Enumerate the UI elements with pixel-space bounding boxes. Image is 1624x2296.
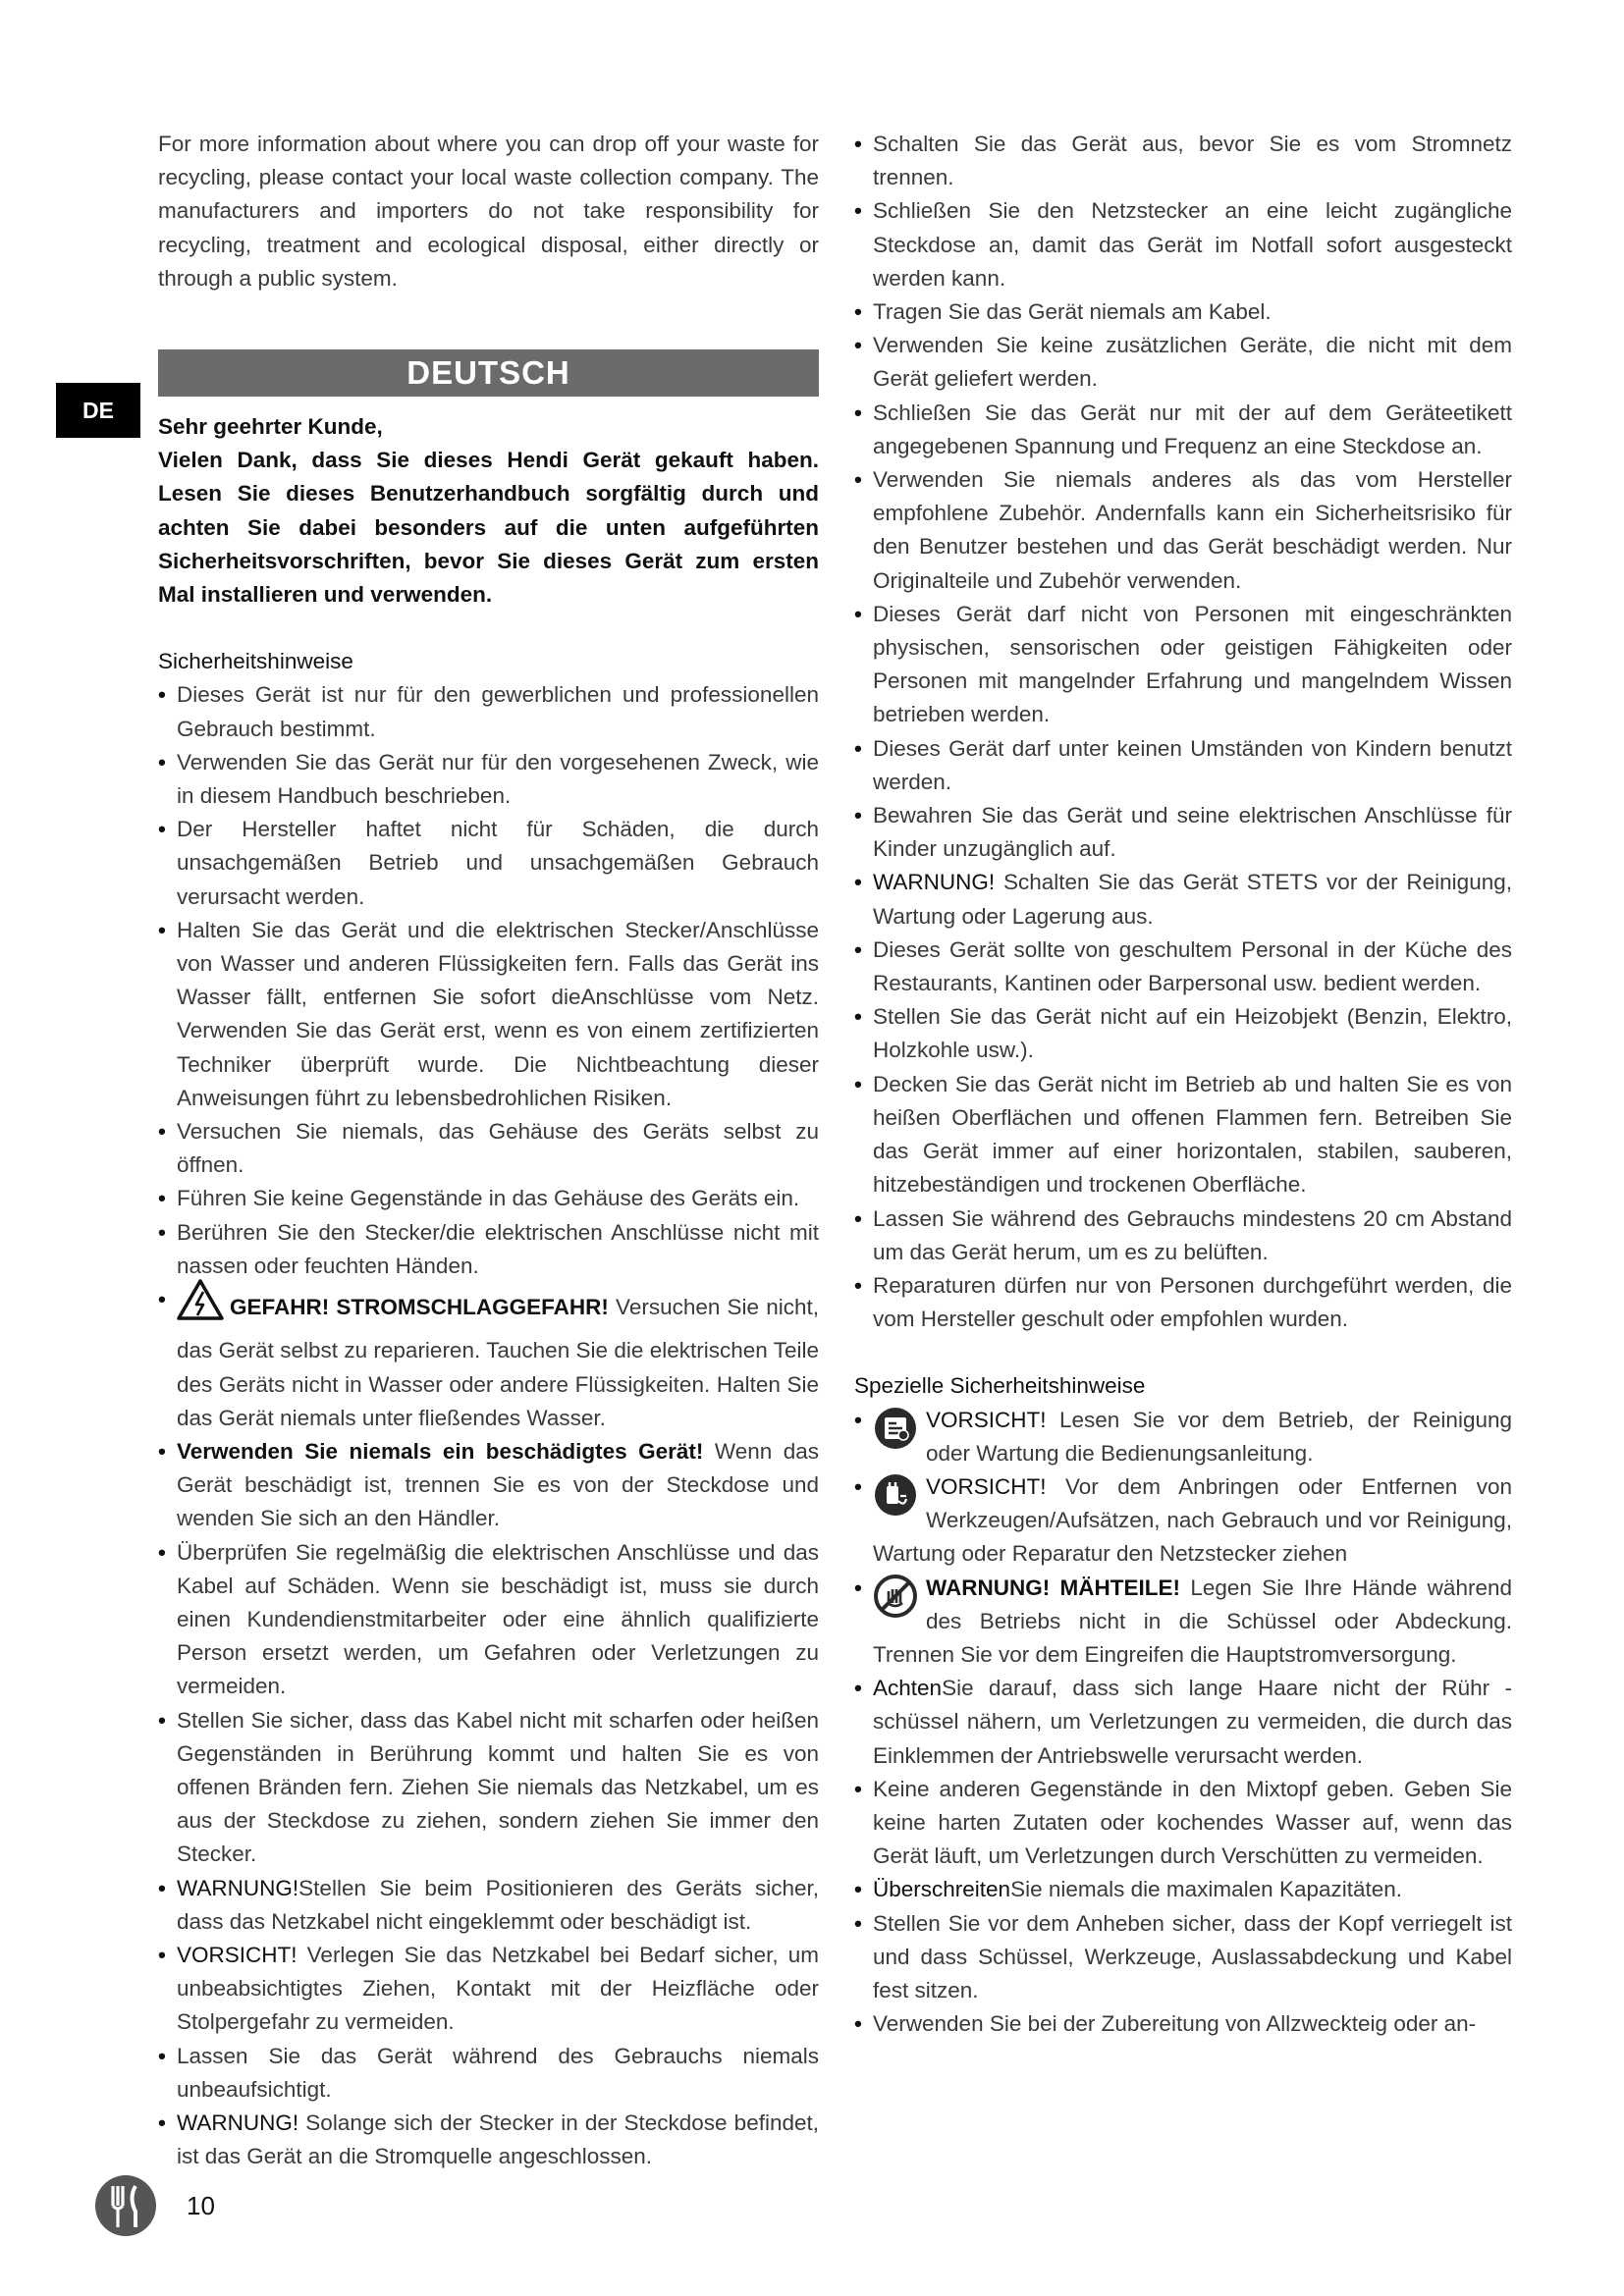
list-item: • Reparaturen dürfen nur von Personen durchgeführt werden, die vom Hersteller geschult oder empfohlen wurden.: [854, 1269, 1512, 1336]
list-item: • Versuchen Sie niemals, das Gehäuse des Geräts selbst zu öffnen.: [158, 1115, 819, 1182]
list-item: • Berühren Sie den Stecker/die elektrischen Anschlüsse nicht mit nassen oder feuchten Händen.: [158, 1216, 819, 1283]
list-item: • WARNUNG!Stellen Sie beim Positionieren des Geräts sicher, dass das Netzkabel nicht eingeklemmt oder beschädigt ist.: [158, 1872, 819, 1939]
list-item: • Schließen Sie den Netzstecker an eine leicht zugängliche Steckdose an, damit das Gerät im Notfall sofort ausgesteckt werden kann.: [854, 194, 1512, 295]
list-item: • Schalten Sie das Gerät aus, bevor Sie es vom Stromnetz trennen.: [854, 128, 1512, 194]
list-item: • ÜberschreitenSie niemals die maximalen Kapazitäten.: [854, 1873, 1512, 1906]
list-item: • Verwenden Sie das Gerät nur für den vorgesehenen Zweck, wie in diesem Handbuch beschrieben.: [158, 746, 819, 813]
safety-heading: Sicherheitshinweise: [158, 649, 353, 674]
no-hands-icon: [873, 1574, 918, 1629]
unplug-icon: [873, 1472, 918, 1527]
list-item: • Der Hersteller haftet nicht für Schäden, die durch unsachgemäßen Betrieb und unsachgemäßen Gebrauch verursacht werden.: [158, 813, 819, 914]
safety-list: [158, 678, 819, 2173]
section-title-banner: [158, 349, 819, 397]
thanks-paragraph: Vielen Dank, dass Sie dieses Hendi Gerät gekauft haben. Lesen Sie dieses Benutzerhandbuch sorgfältig durch und achten Sie dabei besonders auf die unten aufgeführten Sicherheitsvorschriften, bevor Sie dieses Gerät zum ersten Mal installieren und verwenden.: [158, 448, 819, 608]
list-item: • Keine anderen Gegenstände in den Mixtopf geben. Geben Sie keine harten Zutaten oder kochendes Wasser auf, wenn das Gerät läuft, um Verletzungen durch Verschütten zu vermeiden.: [854, 1773, 1512, 1874]
list-item: • Verwenden Sie niemals ein beschädigtes Gerät! Wenn das Gerät beschädigt ist, trennen Sie es von der Steckdose und wenden Sie sich an den Händler.: [158, 1435, 819, 1536]
section-title: DEUTSCH: [406, 354, 570, 392]
list-item: • Lassen Sie während des Gebrauchs mindestens 20 cm Abstand um das Gerät herum, um es zu belüften.: [854, 1202, 1512, 1269]
list-item: • Stellen Sie vor dem Anheben sicher, dass der Kopf verriegelt ist und dass Schüssel, Werkzeuge, Auslassabdeckung und Kabel fest sitzen.: [854, 1907, 1512, 2008]
language-tab-label: DE: [82, 397, 114, 423]
special-safety-heading: Spezielle Sicherheitshinweise: [854, 1373, 1146, 1399]
right-column: [854, 128, 1512, 2041]
list-item-electric-shock: • GEFAHR! STROMSCHLAGGEFAHR! Versuchen Sie nicht, das Gerät selbst zu reparieren. Tauchen Sie die elektrischen Teile des Geräts nicht in Wasser oder andere Flüssigkeiten. Halten Sie das Gerät niemals unter fließendes Wasser.: [158, 1283, 819, 1435]
list-item: • Schließen Sie das Gerät nur mit der auf dem Geräteetikett angegebenen Spannung und Frequenz an eine Steckdose an.: [854, 397, 1512, 463]
list-item: • AchtenSie darauf, dass sich lange Haare nicht der Rühr - schüssel nähern, um Verletzungen zu vermeiden, die durch das Einklemmen der Antriebswelle verursacht werden.: [854, 1672, 1512, 1773]
greeting: Sehr geehrter Kunde,: [158, 414, 383, 440]
list-item: • Verwenden Sie keine zusätzlichen Geräte, die nicht mit dem Gerät geliefert werden.: [854, 329, 1512, 396]
list-item: • Verwenden Sie bei der Zubereitung von Allzweckteig oder an-: [854, 2007, 1512, 2041]
list-item: • Bewahren Sie das Gerät und seine elektrischen Anschlüsse für Kinder unzugänglich auf.: [854, 799, 1512, 866]
list-item: • WARNUNG! Schalten Sie das Gerät STETS vor der Reinigung, Wartung oder Lagerung aus.: [854, 866, 1512, 933]
page-number: 10: [187, 2191, 215, 2220]
list-item: • Dieses Gerät darf unter keinen Umständen von Kindern benutzt werden.: [854, 732, 1512, 799]
list-item: • WARNUNG! Solange sich der Stecker in der Steckdose befindet, ist das Gerät an die Stromquelle angeschlossen.: [158, 2107, 819, 2173]
list-item: • Tragen Sie das Gerät niemals am Kabel.: [854, 295, 1512, 329]
danger-label: GEFAHR! STROMSCHLAGGEFAHR!: [230, 1295, 609, 1320]
list-item: • VORSICHT! Verlegen Sie das Netzkabel bei Bedarf sicher, um unbeabsichtigtes Ziehen, Kontakt mit der Heizfläche oder Stolpergefahr zu vermeiden.: [158, 1939, 819, 2040]
hendi-cutlery-logo-icon: [94, 2174, 157, 2242]
language-tab-de: [56, 383, 140, 438]
list-item: • Lassen Sie das Gerät während des Gebrauchs niemals unbeaufsichtigt.: [158, 2040, 819, 2107]
list-item: • Führen Sie keine Gegenstände in das Gehäuse des Geräts ein.: [158, 1182, 819, 1215]
left-column: [158, 128, 819, 2173]
list-item: • Überprüfen Sie regelmäßig die elektrischen Anschlüsse und das Kabel auf Schäden. Wenn sie beschädigt ist, muss sie durch einen Kundendienstmitarbeiter oder eine ähnlich qualifizierte Person ersetzt werden, um Gefahren oder Verletzungen zu vermeiden.: [158, 1536, 819, 1704]
safety-list-continued: [854, 128, 1512, 1336]
list-item-moving-parts: • WARNUNG! MÄHTEILE! Legen Sie Ihre Hände während des Betriebs nicht in die Schüssel oder Abdeckung. Trennen Sie vor dem Eingreifen die Hauptstromversorgung.: [854, 1572, 1512, 1673]
list-item: • Decken Sie das Gerät nicht im Betrieb ab und halten Sie es von heißen Oberflächen und offenen Flammen fern. Betreiben Sie das Gerät immer auf einer horizontalen, stabilen, sauberen, hitzebeständigen und trockenen Oberfläche.: [854, 1068, 1512, 1202]
list-item-unplug: • VORSICHT! Vor dem Anbringen oder Entfernen von Werkzeugen/Aufsätzen, nach Gebrauch und vor Reinigung, Wartung oder Reparatur den Netzstecker ziehen: [854, 1470, 1512, 1572]
list-item: • Stellen Sie sicher, dass das Kabel nicht mit scharfen oder heißen Gegenständen in Berührung kommt und halten Sie es von offenen Bränden fern. Ziehen Sie niemals das Netzkabel, um es aus der Steckdose zu ziehen, sondern ziehen Sie immer den Stecker.: [158, 1704, 819, 1872]
list-item: • Dieses Gerät sollte von geschultem Personal in der Küche des Restaurants, Kantinen oder Barpersonal usw. bedient werden.: [854, 934, 1512, 1000]
list-item: • Stellen Sie das Gerät nicht auf ein Heizobjekt (Benzin, Elektro, Holzkohle usw.).: [854, 1000, 1512, 1067]
list-item: • Verwenden Sie niemals anderes als das vom Hersteller empfohlene Zubehör. Andernfalls kann ein Sicherheitsrisiko für den Benutzer bestehen und das Gerät beschädigt werden. Nur Originalteile und Zubehör verwenden.: [854, 463, 1512, 598]
list-item: • Dieses Gerät ist nur für den gewerblichen und professionellen Gebrauch bestimmt.: [158, 678, 819, 745]
list-item-read-manual: • VORSICHT! Lesen Sie vor dem Betrieb, der Reinigung oder Wartung die Bedienungsanleitung.: [854, 1404, 1512, 1470]
special-safety-list: [854, 1404, 1512, 2042]
list-item: • Dieses Gerät darf nicht von Personen mit eingeschränkten physischen, sensorischen oder geistigen Fähigkeiten oder Personen mit mangelnder Erfahrung und mangelndem Wissen betrieben werden.: [854, 598, 1512, 732]
list-item: • Halten Sie das Gerät und die elektrischen Stecker/Anschlüsse von Wasser und anderen Flüssigkeiten fern. Falls das Gerät ins Wasser fällt, entfernen Sie sofort dieAnschlüsse vom Netz. Verwenden Sie das Gerät erst, wenn es von einem zertifizierten Techniker überprüft wurde. Die Nichtbeachtung dieser Anweisungen führt zu lebensbedrohlichen Risiken.: [158, 914, 819, 1115]
read-manual-icon: [873, 1406, 918, 1461]
electric-shock-warning-icon: [177, 1279, 224, 1330]
recycling-info-paragraph: For more information about where you can drop off your waste for recycling, please contact your local waste collection company. The manufacturers and importers do not take responsibility for recycling, treatment and ecological disposal, either directly or through a public system.: [158, 132, 819, 291]
